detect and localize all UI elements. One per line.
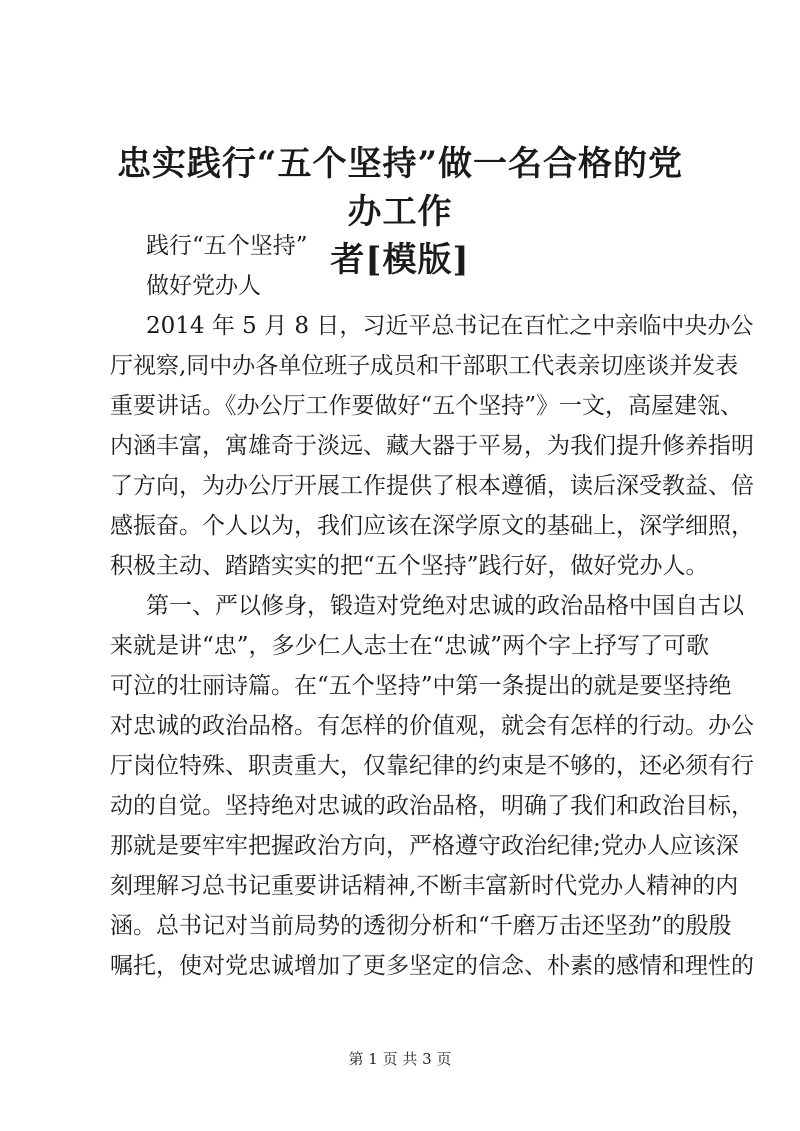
paragraph-line: 感振奋。个人以为，我们应该在深学原文的基础上，深学细照， [110,513,754,539]
paragraph-line: 嘱托，使对党忠诚增加了更多坚定的信念、朴素的感情和理性的 [110,953,754,979]
paragraph-line: 第一、严以修身，锻造对党绝对忠诚的政治品格中国自古以 [146,593,744,619]
paragraph-line: 厅视察,同中办各单位班子成员和干部职工代表亲切座谈并发表 [110,353,739,379]
paragraph-line: 动的自觉。坚持绝对忠诚的政治品格，明确了我们和政治目标， [110,793,754,819]
paragraph-line: 2014 年 5 月 8 日，习近平总书记在百忙之中亲临中央办公 [146,313,754,339]
paragraph-line: 了方向，为办公厅开展工作提供了根本遵循，读后深受教益、倍 [110,473,754,499]
title-line-1: 忠实践行“五个坚持”做一名合格的党办工作 [116,144,684,232]
paragraph-line: 来就是讲“忠”，多少仁人志士在“忠诚”两个字上抒写了可歌 [110,633,710,659]
document-body [110,226,754,986]
paragraph-line: 可泣的壮丽诗篇。在“五个坚持”中第一条提出的就是要坚持绝 [110,673,732,699]
paragraph-line: 内涵丰富，寓雄奇于淡远、藏大器于平易，为我们提升修养指明 [110,433,754,459]
paragraph-line: 那就是要牢牢把握政治方向，严格遵守政治纪律;党办人应该深 [110,833,739,859]
paragraph-line: 重要讲话。《办公厅工作要做好“五个坚持”》一文，高屋建瓴、 [110,393,744,419]
page-number: 第 1 页 共 3 页 [348,1050,452,1068]
paragraph-line: 对忠诚的政治品格。有怎样的价值观，就会有怎样的行动。办公 [110,713,754,739]
paragraph-line: 刻理解习总书记重要讲话精神,不断丰富新时代党办人精神的内 [110,873,739,899]
paragraph-line: 厅岗位特殊、职责重大，仅靠纪律的约束是不够的，还必须有行 [110,753,754,779]
paragraph-line: 积极主动、踏踏实实的把“五个坚持”践行好，做好党办人。 [110,553,709,579]
subheading-1: 践行“五个坚持” [146,233,308,259]
title-line-2: 者[模版] [330,240,470,280]
paragraph-line: 涵。总书记对当前局势的透彻分析和“千磨万击还坚劲”的殷殷 [110,913,732,939]
subheading-2: 做好党办人 [146,273,261,299]
